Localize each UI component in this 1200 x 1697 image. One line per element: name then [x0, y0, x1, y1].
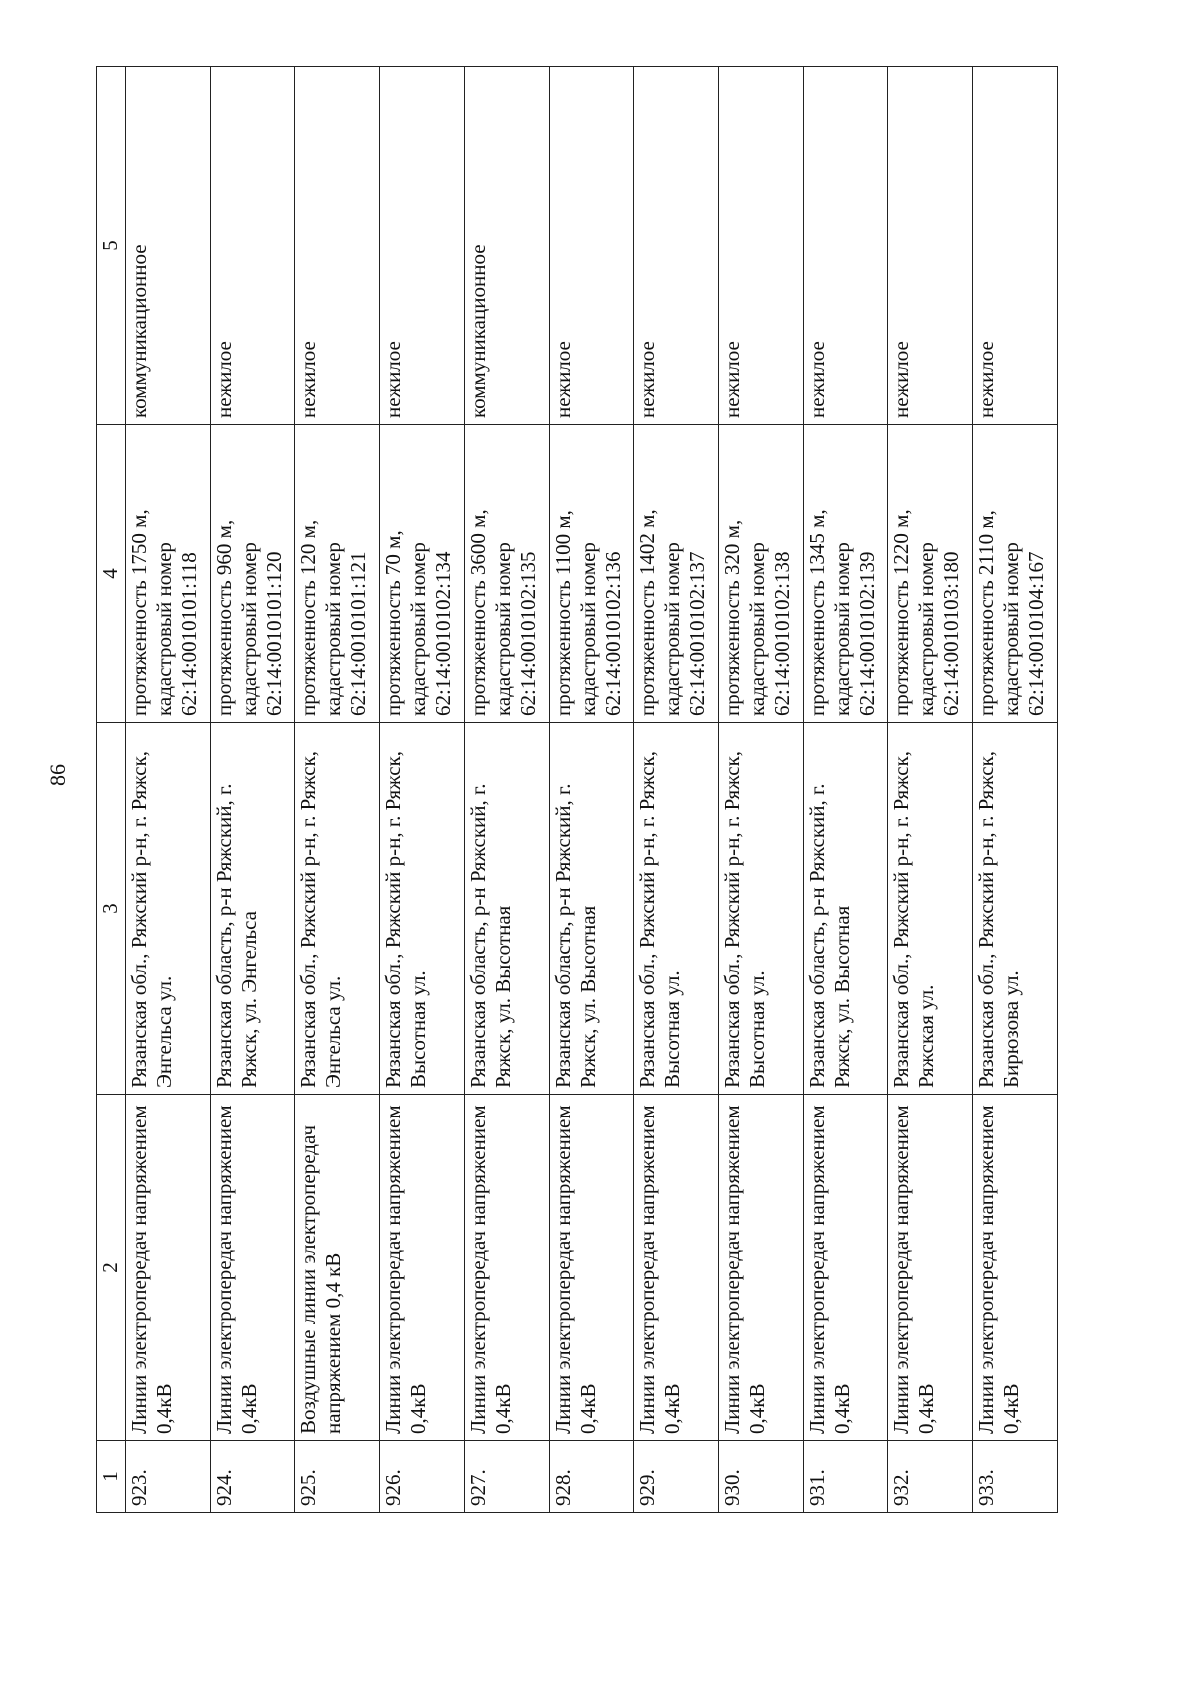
table-row [295, 67, 380, 1513]
object-params: протяженность 2110 м, кадастровый номер 62:14:0010104:167 [973, 425, 1058, 723]
object-name: Линии электропередач напряжением 0,4кВ [464, 1095, 549, 1441]
row-number: 924. [210, 1441, 295, 1513]
row-number: 931. [803, 1441, 888, 1513]
row-number: 930. [719, 1441, 804, 1513]
object-params: протяженность 3600 м, кадастровый номер 62:14:0010102:135 [464, 425, 549, 723]
table-row [549, 67, 634, 1513]
object-address: Рязанская обл., Ряжский р-н, г. Ряжск, Энгельса ул. [126, 723, 211, 1095]
object-purpose: нежилое [634, 67, 719, 425]
column-number-1: 1 [97, 1441, 126, 1513]
column-number-3: 3 [97, 723, 126, 1095]
object-params: протяженность 1220 м, кадастровый номер 62:14:0010103:180 [888, 425, 973, 723]
row-number: 925. [295, 1441, 380, 1513]
table-row [973, 67, 1058, 1513]
page-number: 86 [45, 764, 70, 786]
object-purpose: нежилое [549, 67, 634, 425]
object-name: Воздушные линии электропередач напряжением 0,4 кВ [295, 1095, 380, 1441]
object-address: Рязанская обл., Ряжский р-н, г. Ряжск, Высотная ул. [634, 723, 719, 1095]
object-address: Рязанская область, р-н Ряжский, г. Ряжск, ул. Высотная [464, 723, 549, 1095]
row-number: 932. [888, 1441, 973, 1513]
object-params: протяженность 1100 м, кадастровый номер 62:14:0010102:136 [549, 425, 634, 723]
object-name: Линии электропередач напряжением 0,4кВ [973, 1095, 1058, 1441]
property-table-container [96, 67, 1058, 1513]
object-purpose: нежилое [380, 67, 465, 425]
object-name: Линии электропередач напряжением 0,4кВ [634, 1095, 719, 1441]
column-number-5: 5 [97, 67, 126, 425]
table-row [719, 67, 804, 1513]
object-address: Рязанская область, р-н Ряжский, г. Ряжск, ул. Энгельса [210, 723, 295, 1095]
object-purpose: нежилое [888, 67, 973, 425]
object-params: протяженность 120 м, кадастровый номер 62:14:0010101:121 [295, 425, 380, 723]
object-name: Линии электропередач напряжением 0,4кВ [380, 1095, 465, 1441]
row-number: 928. [549, 1441, 634, 1513]
object-params: протяженность 70 м, кадастровый номер 62:14:0010102:134 [380, 425, 465, 723]
object-address: Рязанская область, р-н Ряжский, г. Ряжск, ул. Высотная [803, 723, 888, 1095]
object-name: Линии электропередач напряжением 0,4кВ [803, 1095, 888, 1441]
object-name: Линии электропередач напряжением 0,4кВ [888, 1095, 973, 1441]
object-address: Рязанская обл., Ряжский р-н, г. Ряжск, Ряжская ул. [888, 723, 973, 1095]
object-params: протяженность 1750 м, кадастровый номер 62:14:0010101:118 [126, 425, 211, 723]
table-row [803, 67, 888, 1513]
row-number: 923. [126, 1441, 211, 1513]
object-purpose: нежилое [210, 67, 295, 425]
object-params: протяженность 1402 м, кадастровый номер 62:14:0010102:137 [634, 425, 719, 723]
object-address: Рязанская область, р-н Ряжский, г. Ряжск, ул. Высотная [549, 723, 634, 1095]
object-purpose: коммуникационное [126, 67, 211, 425]
table-row [126, 67, 211, 1513]
object-purpose: нежилое [295, 67, 380, 425]
row-number: 927. [464, 1441, 549, 1513]
table-row [888, 67, 973, 1513]
table-row [380, 67, 465, 1513]
row-number: 929. [634, 1441, 719, 1513]
row-number: 926. [380, 1441, 465, 1513]
property-table [96, 66, 1058, 1513]
object-address: Рязанская обл., Ряжский р-н, г. Ряжск, Высотная ул. [380, 723, 465, 1095]
table-row [210, 67, 295, 1513]
object-address: Рязанская обл., Ряжский р-н, г. Ряжск, Высотная ул. [719, 723, 804, 1095]
object-params: протяженность 960 м, кадастровый номер 62:14:0010101:120 [210, 425, 295, 723]
object-params: протяженность 1345 м, кадастровый номер 62:14:0010102:139 [803, 425, 888, 723]
row-number: 933. [973, 1441, 1058, 1513]
table-row [634, 67, 719, 1513]
object-name: Линии электропередач напряжением 0,4кВ [549, 1095, 634, 1441]
object-purpose: нежилое [803, 67, 888, 425]
object-name: Линии электропередач напряжением 0,4кВ [210, 1095, 295, 1441]
column-number-row [97, 67, 126, 1513]
column-number-2: 2 [97, 1095, 126, 1441]
table-row [464, 67, 549, 1513]
object-purpose: нежилое [719, 67, 804, 425]
object-purpose: нежилое [973, 67, 1058, 425]
object-purpose: коммуникационное [464, 67, 549, 425]
object-name: Линии электропередач напряжением 0,4кВ [126, 1095, 211, 1441]
object-address: Рязанская обл., Ряжский р-н, г. Ряжск, Бирюзова ул. [973, 723, 1058, 1095]
column-number-4: 4 [97, 425, 126, 723]
object-params: протяженность 320 м, кадастровый номер 62:14:0010102:138 [719, 425, 804, 723]
object-name: Линии электропередач напряжением 0,4кВ [719, 1095, 804, 1441]
object-address: Рязанская обл., Ряжский р-н, г. Ряжск, Энгельса ул. [295, 723, 380, 1095]
